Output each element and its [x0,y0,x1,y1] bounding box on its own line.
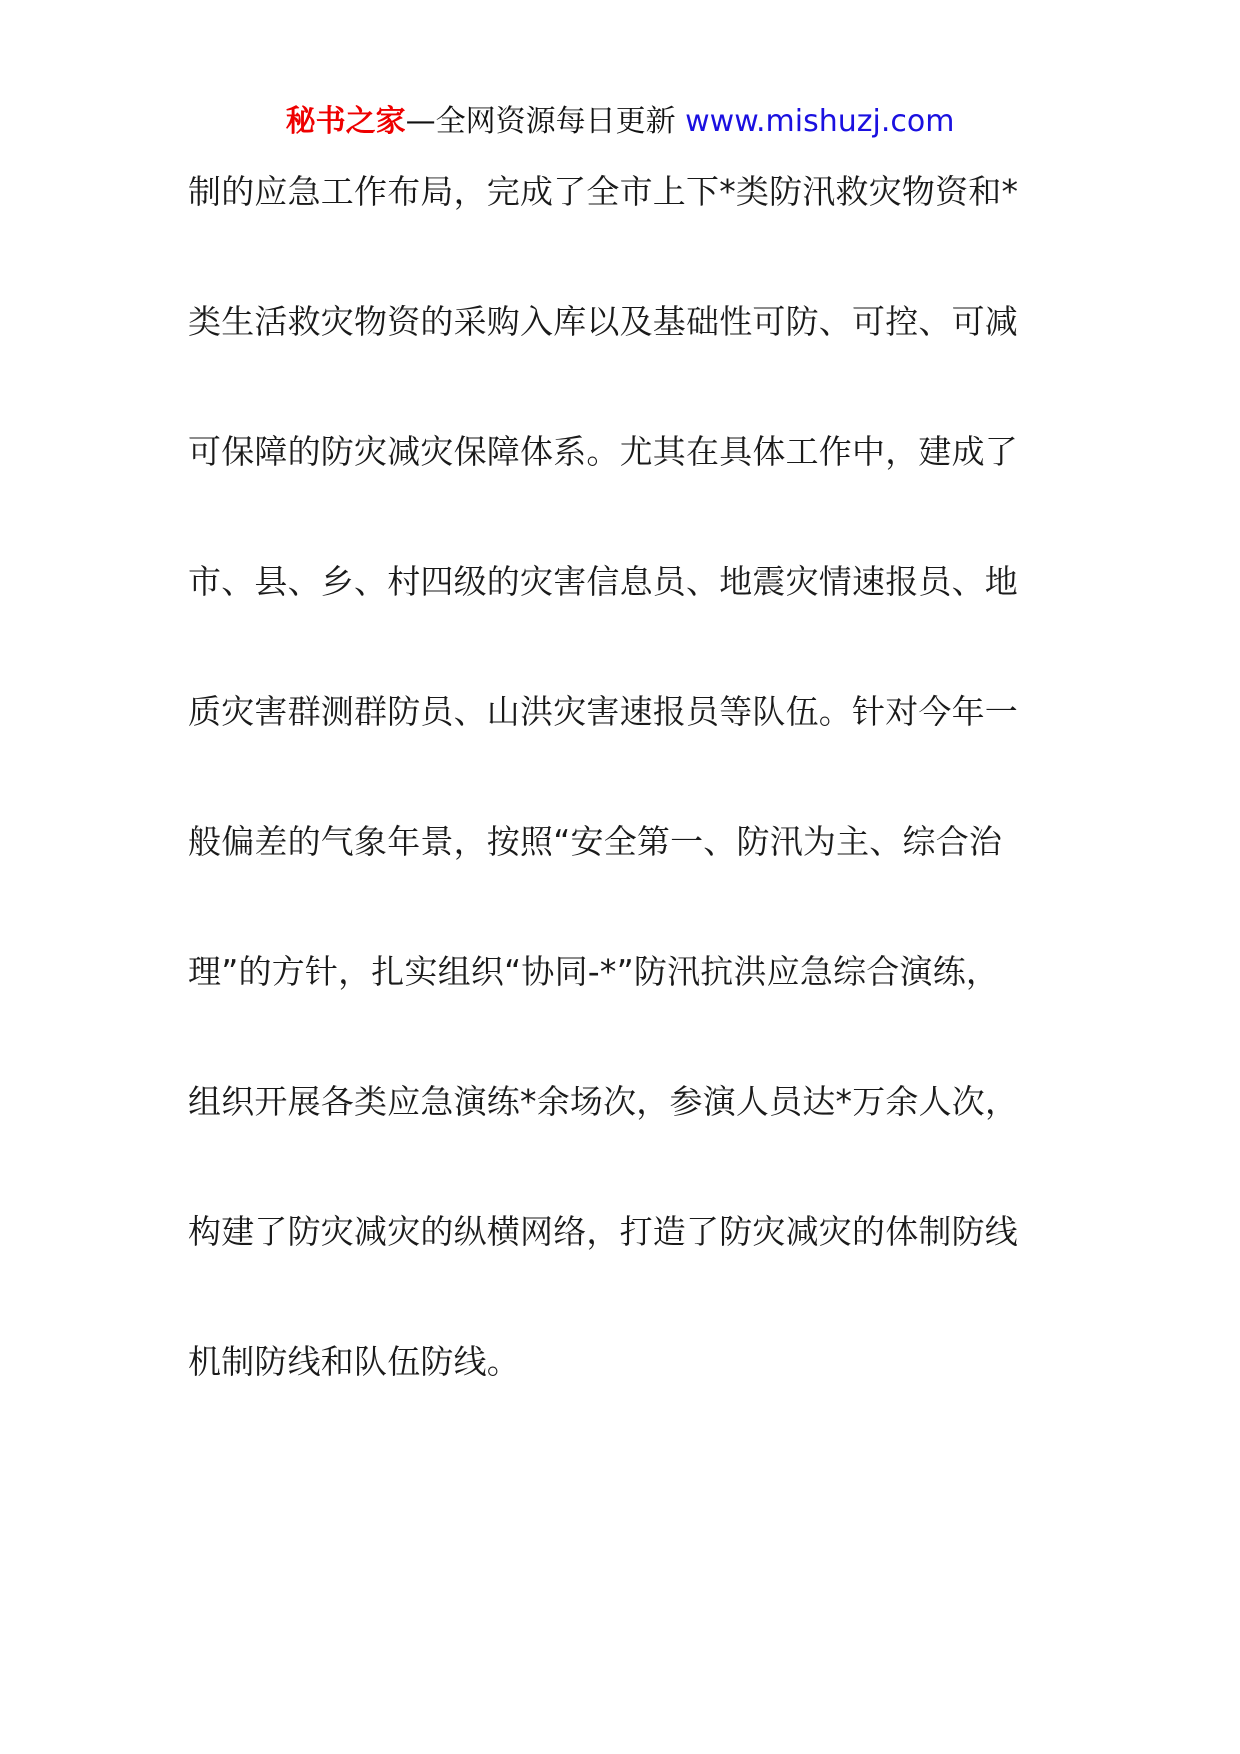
body-line: 理”的方针，扎实组织“协同-*”防汛抗洪应急综合演练， [188,952,1000,991]
header-tagline: —全网资源每日更新 [405,104,686,139]
website-link[interactable]: www.mishuzj.com [685,104,955,139]
body-line: 机制防线和队伍防线。 [188,1342,520,1381]
body-line: 可保障的防灾减灾保障体系。尤其在具体工作中，建成了 [188,432,1018,471]
body-line: 组织开展各类应急演练*余场次，参演人员达*万余人次， [188,1082,1019,1121]
body-paragraph [188,160,1068,1460]
body-line: 制的应急工作布局，完成了全市上下*类防汛救灾物资和* [188,172,1019,211]
body-line: 市、县、乡、村四级的灾害信息员、地震灾情速报员、地 [188,562,1018,601]
body-line: 构建了防灾减灾的纵横网络，打造了防灾减灾的体制防线 [188,1212,1018,1251]
body-line: 类生活救灾物资的采购入库以及基础性可防、可控、可减 [188,302,1018,341]
brand-name: 秘书之家 [285,104,406,139]
body-line: 般偏差的气象年景，按照“安全第一、防汛为主、综合治 [188,822,1003,861]
body-line: 质灾害群测群防员、山洪灾害速报员等队伍。针对今年一 [188,692,1018,731]
page-header [0,100,1240,144]
